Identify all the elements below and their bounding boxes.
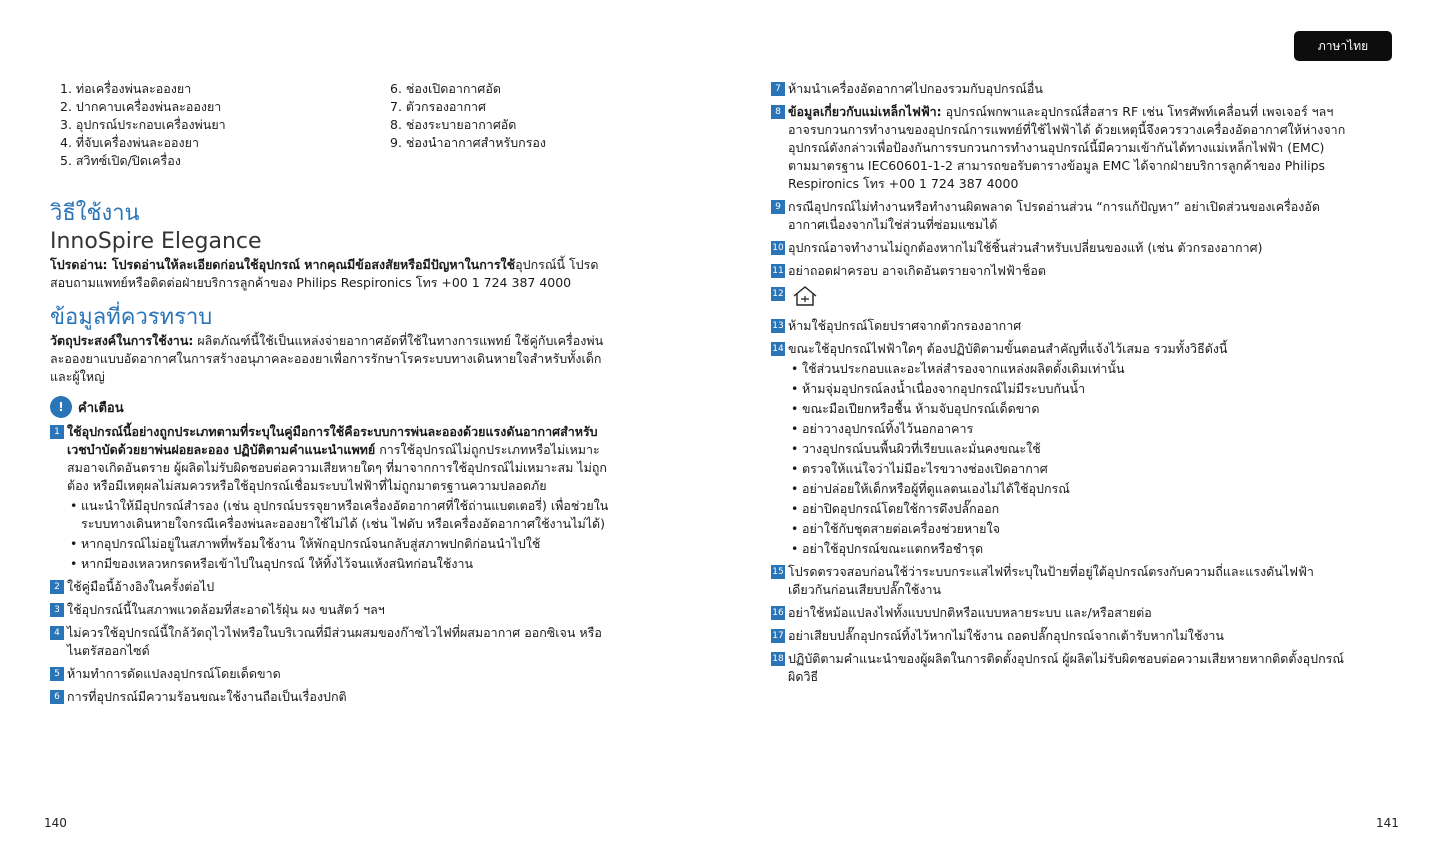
bullet-item: • หากมีของเหลวหกรดหรือเข้าไปในอุปกรณ์ ให้ทิ้งไว้จนแห้งสนิทก่อนใช้งาน bbox=[67, 555, 610, 573]
warning-item-5 bbox=[50, 665, 610, 683]
warning-item-text: ใช้คู่มือนี้อ้างอิงในครั้งต่อไป bbox=[67, 579, 215, 594]
bullet-item: • ห้ามจุ่มอุปกรณ์ลงน้ำเนื่องจากอุปกรณ์ไม่มีระบบกันน้ำ bbox=[788, 380, 1351, 398]
warning-item-text: ไม่ควรใช้อุปกรณ์นี้ใกล้วัตถุไวไฟหรือในบริเวณที่มีส่วนผสมของก๊าซไวไฟที่ผสมอากาศ ออกซิเจน หรือไนตรัสออกไซด์ bbox=[67, 625, 602, 658]
warning-item-17 bbox=[771, 627, 1351, 645]
warning-item-16 bbox=[771, 604, 1351, 622]
warning-item-text: ขณะใช้อุปกรณ์ไฟฟ้าใดๆ ต้องปฏิบัติตามขั้นตอนสำคัญที่แจ้งไว้เสมอ รวมทั้งวิธีดังนี้ bbox=[788, 341, 1228, 356]
bullet-item: • หากอุปกรณ์ไม่อยู่ในสภาพที่พร้อมใช้งาน ให้พักอุปกรณ์จนกลับสู่สภาพปกติก่อนนำไปใช้ bbox=[67, 535, 610, 553]
warning-item-6 bbox=[50, 688, 610, 706]
bullet-item: • อย่าปล่อยให้เด็กหรือผู้ที่ดูแลตนเองไม่ได้ใช้อุปกรณ์ bbox=[788, 480, 1351, 498]
bullet-item: • ขณะมือเปียกหรือชื้น ห้ามจับอุปกรณ์เด็ดขาด bbox=[788, 400, 1351, 418]
warning-item-text: ใช้อุปกรณ์นี้ในสภาพแวดล้อมที่สะอาดไร้ฝุ่น ผง ขนสัตว์ ฯลฯ bbox=[67, 602, 385, 617]
warning-item-text: กรณีอุปกรณ์ไม่ทำงานหรือทำงานผิดพลาด โปรดอ่านส่วน “การแก้ปัญหา” อย่าเปิดส่วนของเครื่องอัดอากาศเนื่องจากไม่ใช่ส่วนที่ซ่อมแซมได้ bbox=[788, 199, 1321, 232]
item-number: 9 bbox=[771, 200, 785, 214]
warning-item-text: อย่าใช้หม้อแปลงไฟทั้งแบบปกติหรือแบบหลายระบบ และ/หรือสายต่อ bbox=[788, 605, 1152, 620]
warning-item-text: อย่าถอดฝาครอบ อาจเกิดอันตรายจากไฟฟ้าช็อต bbox=[788, 263, 1046, 278]
warning-item-13 bbox=[771, 317, 1351, 335]
warning-item-text: ห้ามทำการดัดแปลงอุปกรณ์โดยเด็ดขาด bbox=[67, 666, 281, 681]
warning-item-10 bbox=[771, 239, 1351, 257]
left-page bbox=[50, 80, 610, 706]
read-note-bold: โปรดอ่าน: โปรดอ่านให้ละเอียดก่อนใช้อุปกรณ์ หากคุณมีข้อสงสัยหรือมีปัญหาในการใช้ bbox=[50, 257, 516, 272]
parts-list-col2 bbox=[390, 80, 546, 170]
item-number: 10 bbox=[772, 243, 784, 253]
part-item: 7. ตัวกรองอากาศ bbox=[390, 99, 486, 114]
warning-item-8-bold: ข้อมูลเกี่ยวกับแม่เหล็กไฟฟ้า: bbox=[788, 104, 942, 119]
warning-item-text: ปฏิบัติตามคำแนะนำของผู้ผลิตในการติดตั้งอุปกรณ์ ผู้ผลิตไม่รับผิดชอบต่อความเสียหายหากติดตั้งอุปกรณ์ผิดวิธี bbox=[788, 651, 1344, 684]
item-number: 17 bbox=[772, 631, 784, 641]
language-tab[interactable]: ภาษาไทย bbox=[1294, 31, 1392, 61]
warning-item-7 bbox=[771, 80, 1351, 98]
page-number-right: 141 bbox=[1376, 816, 1399, 830]
warning-heading bbox=[50, 396, 610, 418]
warning-item-9 bbox=[771, 198, 1351, 234]
item-number: 3 bbox=[50, 603, 64, 617]
item-number: 14 bbox=[772, 344, 784, 354]
warning-item-text: ห้ามใช้อุปกรณ์โดยปราศจากตัวกรองอากาศ bbox=[788, 318, 1022, 333]
bullet-item: • อย่าวางอุปกรณ์ทิ้งไว้นอกอาคาร bbox=[788, 420, 1351, 438]
parts-list bbox=[50, 80, 610, 170]
parts-list-col1 bbox=[50, 80, 390, 170]
warning-item-1-bold: ใช้อุปกรณ์นี้อย่างถูกประเภทตามที่ระบุในคู่มือการใช้คือระบบการพ่นละอองด้วยแรงดันอากาศสำหรับเวชบำบัดด้วยยาพ่นฝอยละออง ปฏิบัติตามคำแนะนำแพทย์ bbox=[67, 424, 598, 457]
indoor-use-house-icon bbox=[791, 285, 819, 312]
warning-item-8-text: อุปกรณ์พกพาและอุปกรณ์สื่อสาร RF เช่น โทรศัพท์เคลื่อนที่ เพจเจอร์ ฯลฯ อาจรบกวนการทำงานของอุปกรณ์การแพทย์ที่ใช้ไฟฟ้าได้ ด้วยเหตุนี้จึงควรวางเครื่องอัดอากาศให้ห่างจากอุปกรณ์ดังกล่าวเพื่อป้องกันการรบกวนการทำงานอุปกรณ์นี้มีความเข้ากันได้ทางแม่เหล็กไฟฟ้า (EMC) ตามมาตรฐาน IEC60601-1-2 สามารถขอรับตารางข้อมูล EMC ได้จากฝ่ายบริการลูกค้าของ Philips Respironics โทร +00 1 724 387 4000 bbox=[788, 104, 1346, 191]
part-item: 9. ช่องนำอากาศสำหรับกรอง bbox=[390, 135, 547, 150]
warning-item-2 bbox=[50, 578, 610, 596]
bullet-item: • อย่าใช้อุปกรณ์ขณะแตกหรือชำรุด bbox=[788, 540, 1351, 558]
warning-title: คำเตือน bbox=[78, 400, 124, 416]
section-info-heading: ข้อมูลที่ควรทราบ bbox=[50, 305, 213, 330]
warning-item-text: การที่อุปกรณ์มีความร้อนขณะใช้งานถือเป็นเรื่องปกติ bbox=[67, 689, 347, 704]
part-item: 4. ที่จับเครื่องพ่นละอองยา bbox=[60, 135, 199, 150]
book-warning-icon: ! bbox=[50, 396, 72, 418]
part-item: 8. ช่องระบายอากาศอัด bbox=[390, 117, 517, 132]
warning-item-text: อุปกรณ์อาจทำงานไม่ถูกต้องหากไม่ใช้ชิ้นส่วนสำหรับเปลี่ยนของแท้ (เช่น ตัวกรองอากาศ) bbox=[788, 240, 1263, 255]
part-item: 3. อุปกรณ์ประกอบเครื่องพ่นยา bbox=[60, 117, 226, 132]
part-item: 5. สวิทซ์เปิด/ปิดเครื่อง bbox=[60, 153, 181, 168]
warning-item-3 bbox=[50, 601, 610, 619]
purpose-text: ผลิตภัณฑ์นี้ใช้เป็นแหล่งจ่ายอากาศอัดที่ใช้ในทางการแพทย์ ใช้คู่กับเครื่องพ่นละอองยาแบบอัดอากาศในการสร้างอนุภาคละอองยาเพื่อการรักษาโรคระบบทางเดินหายใจสำหรับทั้งเด็กและผู้ใหญ่ bbox=[50, 333, 604, 384]
bullet-item: • ตรวจให้แน่ใจว่าไม่มีอะไรขวางช่องเปิดอากาศ bbox=[788, 460, 1351, 478]
bullet-item: • อย่าปิดอุปกรณ์โดยใช้การดึงปลั๊กออก bbox=[788, 500, 1351, 518]
part-item: 2. ปากคาบเครื่องพ่นละอองยา bbox=[60, 99, 222, 114]
warning-item-1-text: การใช้อุปกรณ์ไม่ถูกประเภทหรือไม่เหมาะสมอาจเกิดอันตราย ผู้ผลิตไม่รับผิดชอบต่อความเสียหายใดๆ ที่มาจากการใช้อุปกรณ์ไม่เหมาะสม ไม่ถูกต้อง หรือมีเหตุผลไม่สมควรหรือใช้อุปกรณ์เชื่อมระบบไฟฟ้าที่ไม่ถูกมาตรฐานความปลอดภัย bbox=[67, 442, 607, 493]
item-number: 13 bbox=[772, 321, 784, 331]
read-note bbox=[50, 256, 610, 292]
item-number: 5 bbox=[50, 667, 64, 681]
item-number: 18 bbox=[772, 654, 784, 664]
warning-item-11 bbox=[771, 262, 1351, 280]
item-number: 16 bbox=[772, 608, 784, 618]
read-note-text: อุปกรณ์นี้ โปรดสอบถามแพทย์หรือติดต่อฝ่ายบริการลูกค้าของ Philips Respironics โทร +00 1 724 387 4000 bbox=[50, 257, 599, 290]
warning-item-14 bbox=[771, 340, 1351, 558]
warning-item-4 bbox=[50, 624, 610, 660]
item-number: 4 bbox=[50, 626, 64, 640]
product-name: InnoSpire Elegance bbox=[50, 229, 262, 254]
purpose-paragraph bbox=[50, 332, 610, 386]
purpose-label: วัตถุประสงค์ในการใช้งาน: bbox=[50, 333, 194, 348]
item-number: 1 bbox=[50, 425, 64, 439]
right-page bbox=[771, 80, 1351, 686]
bullet-item: • แนะนำให้มีอุปกรณ์สำรอง (เช่น อุปกรณ์บรรจุยาหรือเครื่องอัดอากาศที่ใช้ถ่านแบตเตอรี่) เพื่อช่วยในระบบทางเดินหายใจกรณีเครื่องพ่นละอองยาใช้ไม่ได้ (เช่น ไฟดับ หรือเครื่องอัดอากาศใช้งานไม่ได้) bbox=[67, 497, 610, 533]
warning-item-text: อย่าเสียบปลั๊กอุปกรณ์ทิ้งไว้หากไม่ใช้งาน ถอดปลั๊กอุปกรณ์จากเต้ารับหากไม่ใช้งาน bbox=[788, 628, 1224, 643]
item-number: 6 bbox=[50, 690, 64, 704]
item-number: 11 bbox=[772, 266, 784, 276]
item-number: 8 bbox=[771, 105, 785, 119]
part-item: 6. ช่องเปิดอากาศอัด bbox=[390, 81, 501, 96]
bullet-item: • ใช้ส่วนประกอบและอะไหล่สำรองจากแหล่งผลิตดั้งเดิมเท่านั้น bbox=[788, 360, 1351, 378]
bullet-item: • อย่าใช้กับชุดสายต่อเครื่องช่วยหายใจ bbox=[788, 520, 1351, 538]
page-number-left: 140 bbox=[44, 816, 67, 830]
section-usage-heading: วิธีใช้งาน bbox=[50, 201, 140, 226]
item-number: 7 bbox=[771, 82, 785, 96]
warning-item-14-bullets bbox=[788, 360, 1351, 558]
warning-item-8 bbox=[771, 103, 1351, 193]
part-item: 1. ท่อเครื่องพ่นละอองยา bbox=[60, 81, 192, 96]
item-number: 15 bbox=[772, 567, 784, 577]
warning-item-12 bbox=[771, 285, 1351, 312]
warning-item-1 bbox=[50, 423, 610, 573]
bullet-item: • วางอุปกรณ์บนพื้นผิวที่เรียบและมั่นคงขณะใช้ bbox=[788, 440, 1351, 458]
warning-item-15 bbox=[771, 563, 1351, 599]
warning-item-text: โปรดตรวจสอบก่อนใช้ว่าระบบกระแสไฟที่ระบุในป้ายที่อยู่ใต้อุปกรณ์ตรงกับความถี่และแรงดันไฟฟ้าเดียวกันก่อนเสียบปลั๊กใช้งาน bbox=[788, 564, 1314, 597]
warning-item-text: ห้ามนำเครื่องอัดอากาศไปกองรวมกับอุปกรณ์อื่น bbox=[788, 81, 1043, 96]
warning-item-1-bullets bbox=[67, 497, 610, 573]
item-number: 2 bbox=[50, 580, 64, 594]
item-number: 12 bbox=[772, 289, 784, 299]
warning-item-18 bbox=[771, 650, 1351, 686]
